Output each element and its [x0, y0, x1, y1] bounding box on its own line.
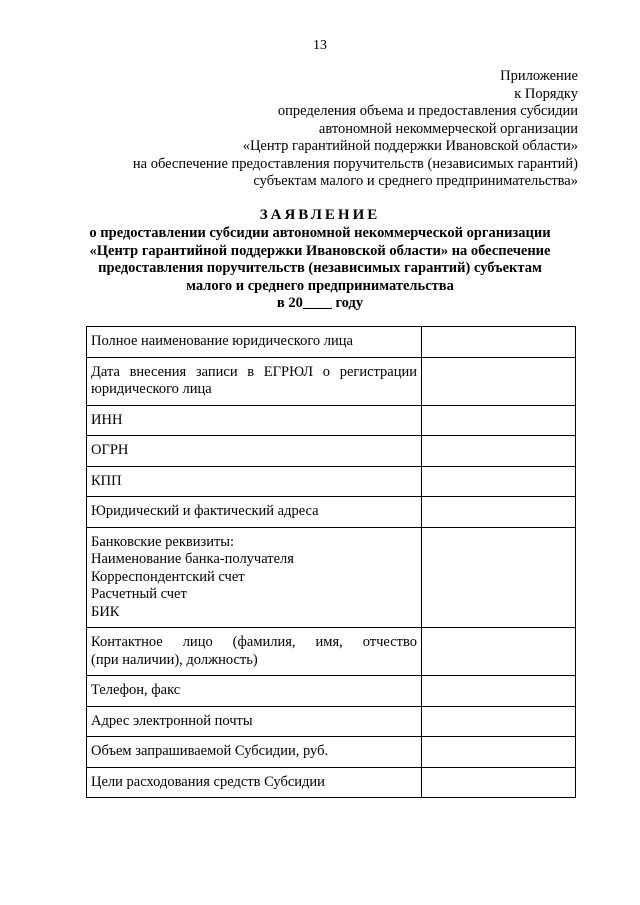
application-form-table: [86, 326, 576, 798]
appendix-line: к Порядку: [514, 85, 578, 102]
row-label-contact-person: Контактное лицо (фамилия, имя, отчество (при наличии), должность): [87, 628, 422, 676]
appendix-line: автономной некоммерческой организации: [318, 120, 578, 137]
row-label-subsidy-amount: Объем запрашиваемой Субсидии, руб.: [87, 737, 422, 768]
appendix-line: «Центр гарантийной поддержки Ивановской области»: [242, 138, 578, 154]
row-value-phone-fax[interactable]: [422, 676, 576, 707]
document-subtitle: [60, 225, 580, 313]
table-row: [87, 527, 576, 628]
row-label-bank-details: Банковские реквизиты: Наименование банка-получателя Корреспондентский счет Расчетный счет БИК: [87, 527, 422, 628]
row-value-subsidy-amount[interactable]: [422, 737, 576, 768]
subtitle-line: предоставления поручительств (независимых гарантий) субъектам: [98, 260, 542, 276]
row-label-kpp: КПП: [87, 466, 422, 497]
row-label-full-name: Полное наименование юридического лица: [87, 327, 422, 358]
table-row: [87, 497, 576, 528]
subtitle-line: «Центр гарантийной поддержки Ивановской области» на обеспечение: [89, 242, 551, 259]
row-label-phone-fax: Телефон, факс: [87, 676, 422, 707]
appendix-line: Приложение: [500, 68, 578, 84]
row-label-ogrn: ОГРН: [87, 436, 422, 467]
row-label-inn: ИНН: [87, 405, 422, 436]
subtitle-line: малого и среднего предпринимательства: [186, 277, 454, 294]
row-value-addresses[interactable]: [422, 497, 576, 528]
row-label-email: Адрес электронной почты: [87, 706, 422, 737]
subtitle-line: о предоставлении субсидии автономной некоммерческой организации: [89, 225, 551, 241]
row-value-full-name[interactable]: [422, 327, 576, 358]
table-row: [87, 628, 576, 676]
row-value-kpp[interactable]: [422, 466, 576, 497]
row-value-subsidy-purpose[interactable]: [422, 767, 576, 798]
row-label-addresses: Юридический и фактический адреса: [87, 497, 422, 528]
row-value-ogrn[interactable]: [422, 436, 576, 467]
appendix-line: на обеспечение предоставления поручительств (независимых гарантий): [132, 155, 578, 172]
table-row: [87, 737, 576, 768]
appendix-line: субъектам малого и среднего предпринимательства»: [253, 173, 578, 189]
page-number: 13: [313, 38, 327, 53]
row-value-inn[interactable]: [422, 405, 576, 436]
table-row: [87, 327, 576, 358]
row-value-egrul-date[interactable]: [422, 357, 576, 405]
row-value-email[interactable]: [422, 706, 576, 737]
row-label-subsidy-purpose: Цели расходования средств Субсидии: [87, 767, 422, 798]
appendix-header: [38, 68, 578, 191]
table-row: [87, 405, 576, 436]
table-row: [87, 466, 576, 497]
document-title: ЗАЯВЛЕНИЕ: [259, 207, 381, 223]
table-row: [87, 706, 576, 737]
row-value-contact-person[interactable]: [422, 628, 576, 676]
table-row: [87, 357, 576, 405]
appendix-line: определения объема и предоставления субсидии: [277, 103, 578, 119]
subtitle-line: в 20____ году: [276, 295, 364, 311]
table-row: [87, 436, 576, 467]
row-value-bank-details[interactable]: [422, 527, 576, 628]
table-row: [87, 767, 576, 798]
row-label-egrul-date: Дата внесения записи в ЕГРЮЛ о регистрации юридического лица: [87, 357, 422, 405]
table-row: [87, 676, 576, 707]
